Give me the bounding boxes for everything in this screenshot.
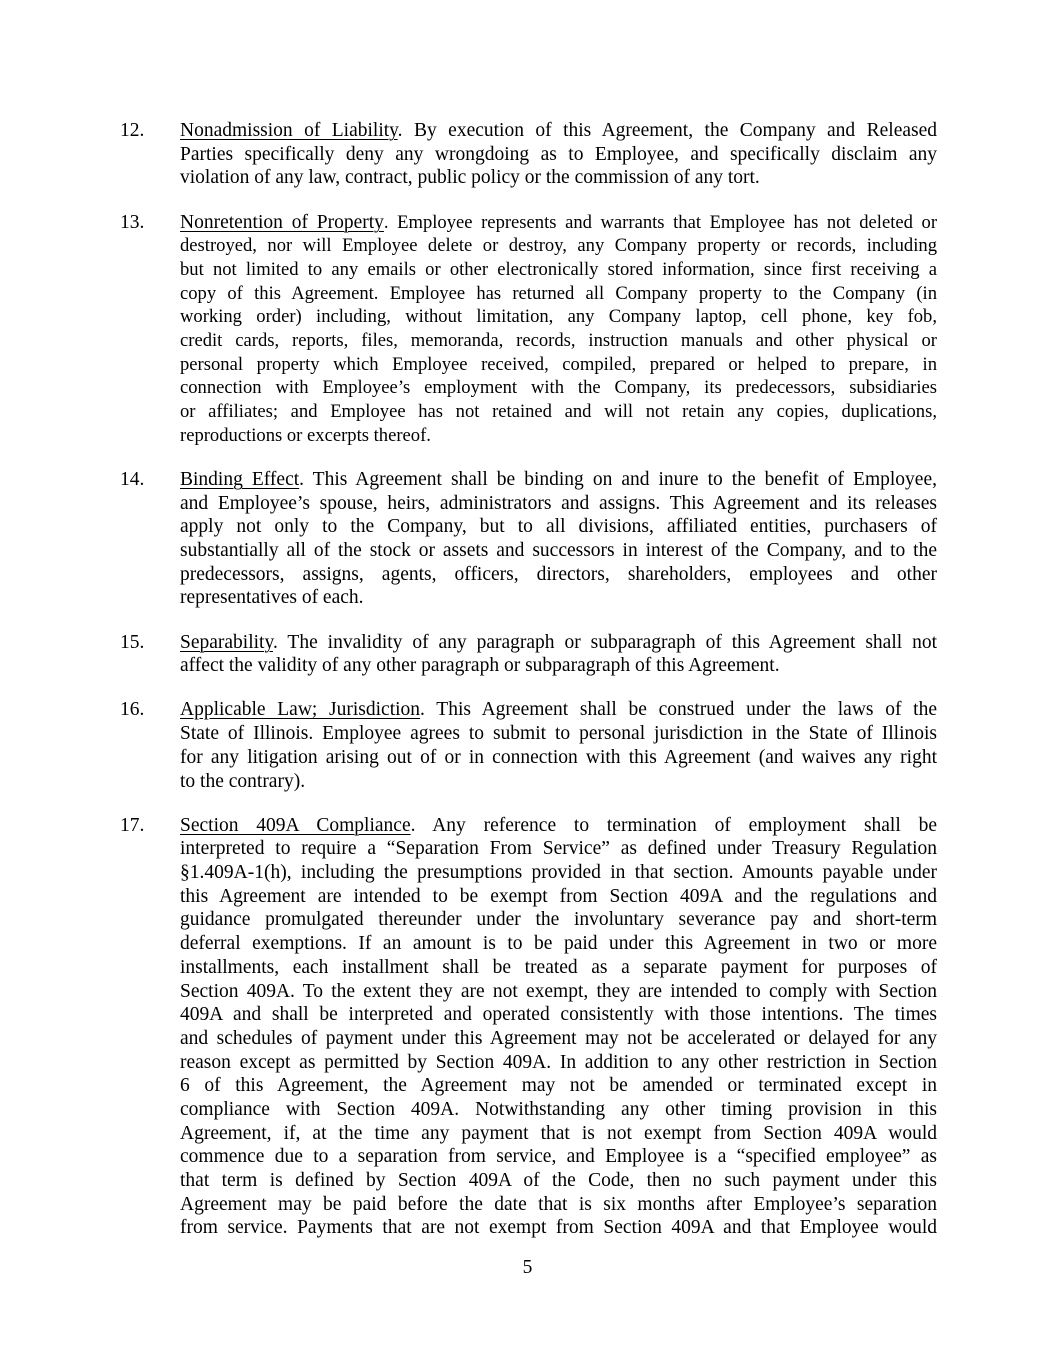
text-line: connection with Employee’s employment with the Company, its predecessors, subsidiaries [180,377,937,399]
text-line [180,698,937,722]
text-line: reason except as permitted by Section 409A. In addition to any other restriction in Section [180,1051,937,1073]
text-line: from service. Payments that are not exempt from Section 409A and that Employee would [180,1217,937,1239]
section-heading: Binding Effect [180,468,300,490]
section-number: 12. [120,120,145,141]
section-heading: Applicable Law; Jurisdiction [180,699,421,721]
text-line: Agreement may be paid before the date that is six months after Employee’s separation [180,1193,937,1215]
section-heading: Nonadmission of Liability [180,120,398,141]
section-heading: Section 409A Compliance [180,814,411,836]
section-paragraph [0,814,1055,1240]
text-line: Agreement, if, at the time any payment that is not exempt from Section 409A would [180,1122,937,1144]
text-line: and Employee’s spouse, heirs, administrators and assigns. This Agreement and its releases [180,492,937,514]
text-line-content: . Any reference to termination of employment shall be [410,814,937,836]
text-line: or affiliates; and Employee has not retained and will not retain any copies, duplications, [180,401,937,423]
text-line: 409A and shall be interpreted and operated consistently with those intentions. The times [180,1004,937,1026]
section-paragraph [0,698,1055,793]
text-line: for any litigation arising out of or in connection with this Agreement (and waives any right [180,746,937,768]
section-text [180,211,937,448]
section-text [180,468,937,610]
text-line [180,211,937,235]
text-line: affect the validity of any other paragraph or subparagraph of this Agreement. [180,655,780,677]
text-line: compliance with Section 409A. Notwithstanding any other timing provision in this [180,1098,937,1120]
text-line: personal property which Employee received, compiled, prepared or helped to prepare, in [180,353,937,375]
section-paragraph [0,468,1055,610]
section-number: 17. [120,814,145,836]
text-line: and schedules of payment under this Agreement may not be accelerated or delayed for any [180,1027,937,1049]
text-line: guidance promulgated thereunder under the involuntary severance pay and short-term [180,909,937,931]
section-number: 16. [120,699,145,721]
text-line: interpreted to require a “Separation From Service” as defined under Treasury Regulation [180,838,937,860]
text-line-content: . This Agreement shall be construed under the laws of the [420,699,937,721]
text-line: that term is defined by Section 409A of the Code, then no such payment under this [180,1170,937,1191]
section-text [180,698,937,793]
section-heading: Nonretention of Property [180,211,384,233]
text-line: copy of this Agreement. Employee has returned all Company property to the Company (in [180,282,937,304]
text-line: deferral exemptions. If an amount is to be paid under this Agreement in two or more [180,933,937,955]
text-line: but not limited to any emails or other electronically stored information, since first receiving a [180,258,937,280]
text-line: 6 of this Agreement, the Agreement may not be amended or terminated except in [180,1075,937,1097]
text-line: reproductions or excerpts thereof. [180,424,431,446]
section-number: 15. [120,631,145,653]
text-line [180,468,937,492]
text-line: substantially all of the stock or assets and successors in interest of the Company, and to the [180,540,937,561]
text-line: predecessors, assigns, agents, officers, directors, shareholders, employees and other [180,563,937,585]
text-line-content: . The invalidity of any paragraph or subparagraph of this Agreement shall not [272,631,937,653]
section-number: 14. [120,468,145,490]
text-line: destroyed, nor will Employee delete or destroy, any Company property or records, including [180,235,937,257]
section-number: 13. [120,211,145,233]
document-body [0,119,1055,1261]
text-line: this Agreement are intended to be exempt from Section 409A and the regulations and [180,885,937,907]
text-line [180,631,937,655]
text-line: working order) including, without limitation, any Company laptop, cell phone, key fob, [180,306,937,328]
text-line [180,119,937,143]
section-paragraph [0,119,1055,190]
section-text [180,631,937,678]
text-line: commence due to a separation from service, and Employee is a “specified employee” as [180,1146,937,1168]
text-line-content: . Employee represents and warrants that Employee has not deleted or [383,211,938,233]
section-text [180,814,937,1240]
text-line: to the contrary). [180,770,306,792]
text-line: credit cards, reports, files, memoranda, records, instruction manuals and other physical or [180,330,937,351]
section-heading: Separability [180,631,273,653]
text-line: State of Illinois. Employee agrees to submit to personal jurisdiction in the State of Illinois [180,723,937,745]
text-line: §1.409A-1(h), including the presumptions provided in that section. Amounts payable under [180,862,937,884]
text-line: Parties specifically deny any wrongdoing as to Employee, and specifically disclaim any [180,143,937,165]
text-line: representatives of each. [180,587,364,609]
section-text [180,119,937,190]
text-line: apply not only to the Company, but to all divisions, affiliated entities, purchasers of [180,516,937,538]
text-line-content: . By execution of this Agreement, the Company and Released [397,120,937,141]
section-paragraph [0,211,1055,448]
text-line: Section 409A. To the extent they are not exempt, they are intended to comply with Section [180,980,937,1002]
text-line [180,814,937,838]
text-line-content: . This Agreement shall be binding on and inure to the benefit of Employee, [299,468,937,490]
text-line: installments, each installment shall be treated as a separate payment for purposes of [180,956,937,978]
text-line: violation of any law, contract, public policy or the commission of any tort. [180,167,760,189]
section-paragraph [0,631,1055,678]
page-number: 5 [522,1257,533,1278]
